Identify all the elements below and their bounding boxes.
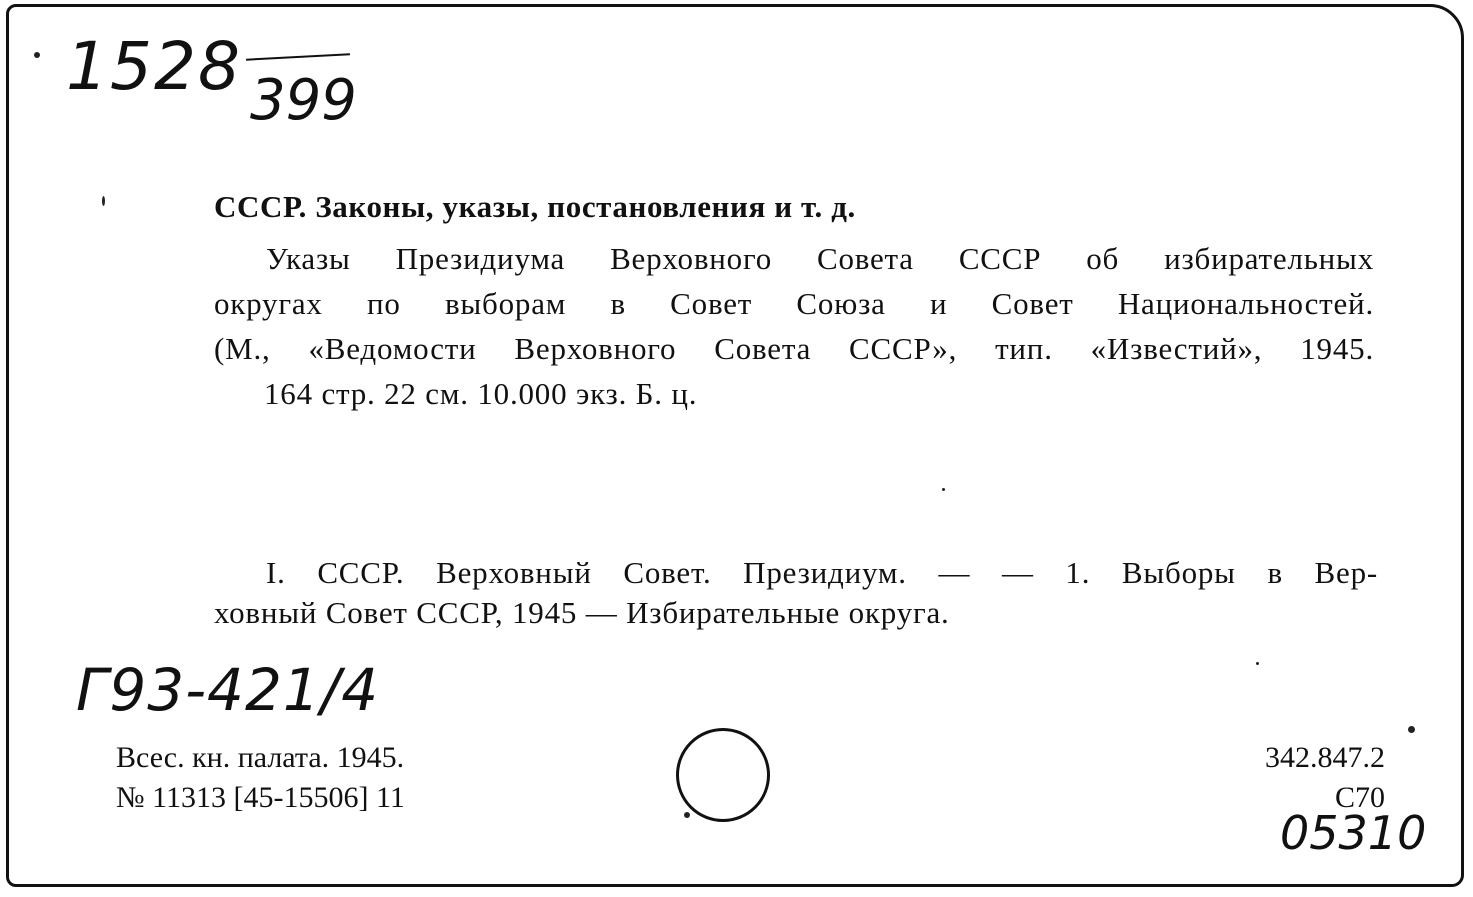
chamber-number-line: № 11313 [45-15506] 11 [116, 781, 405, 814]
scan-speck [1256, 662, 1259, 665]
book-chamber-info [116, 738, 405, 818]
subject-line: ховный Совет СССР, 1945 — Избирательные округа. [214, 595, 950, 630]
entry-heading: СССР. Законы, указы, постановления и т. д. [214, 189, 856, 224]
chamber-line: Всес. кн. палата. 1945. [116, 741, 405, 774]
subject-headings [214, 553, 1378, 633]
handwritten-corner-number: 05310 [1280, 806, 1427, 860]
handwritten-number-bottom: 399 [250, 68, 357, 133]
description-line: Указы Президиума Верховного Совета СССР об избирательных [266, 241, 1374, 276]
scan-speck [102, 196, 105, 206]
handwritten-shelf-mark: Г93-421/4 [76, 656, 380, 724]
description-line: (М., «Ведомости Верховного Совета СССР», тип. «Известий», 1945. [214, 331, 1374, 366]
description-line: 164 стр. 22 см. 10.000 экз. Б. ц. [264, 376, 698, 411]
scan-speck [684, 812, 690, 818]
handwritten-number-top: 1528 [66, 28, 242, 105]
entry-description [214, 236, 1374, 416]
circle-mark [676, 728, 770, 822]
subject-line: I. СССР. Верховный Совет. Президиум. — — 1. Выборы в Вер- [266, 555, 1378, 590]
author-mark: С70 [1334, 781, 1385, 814]
scan-speck [942, 488, 945, 491]
class-number: 342.847.2 [1265, 741, 1385, 774]
description-line: округах по выборам в Совет Союза и Совет Национальностей. [214, 286, 1374, 321]
scan-speck [1408, 726, 1415, 733]
scan-speck [34, 52, 40, 58]
